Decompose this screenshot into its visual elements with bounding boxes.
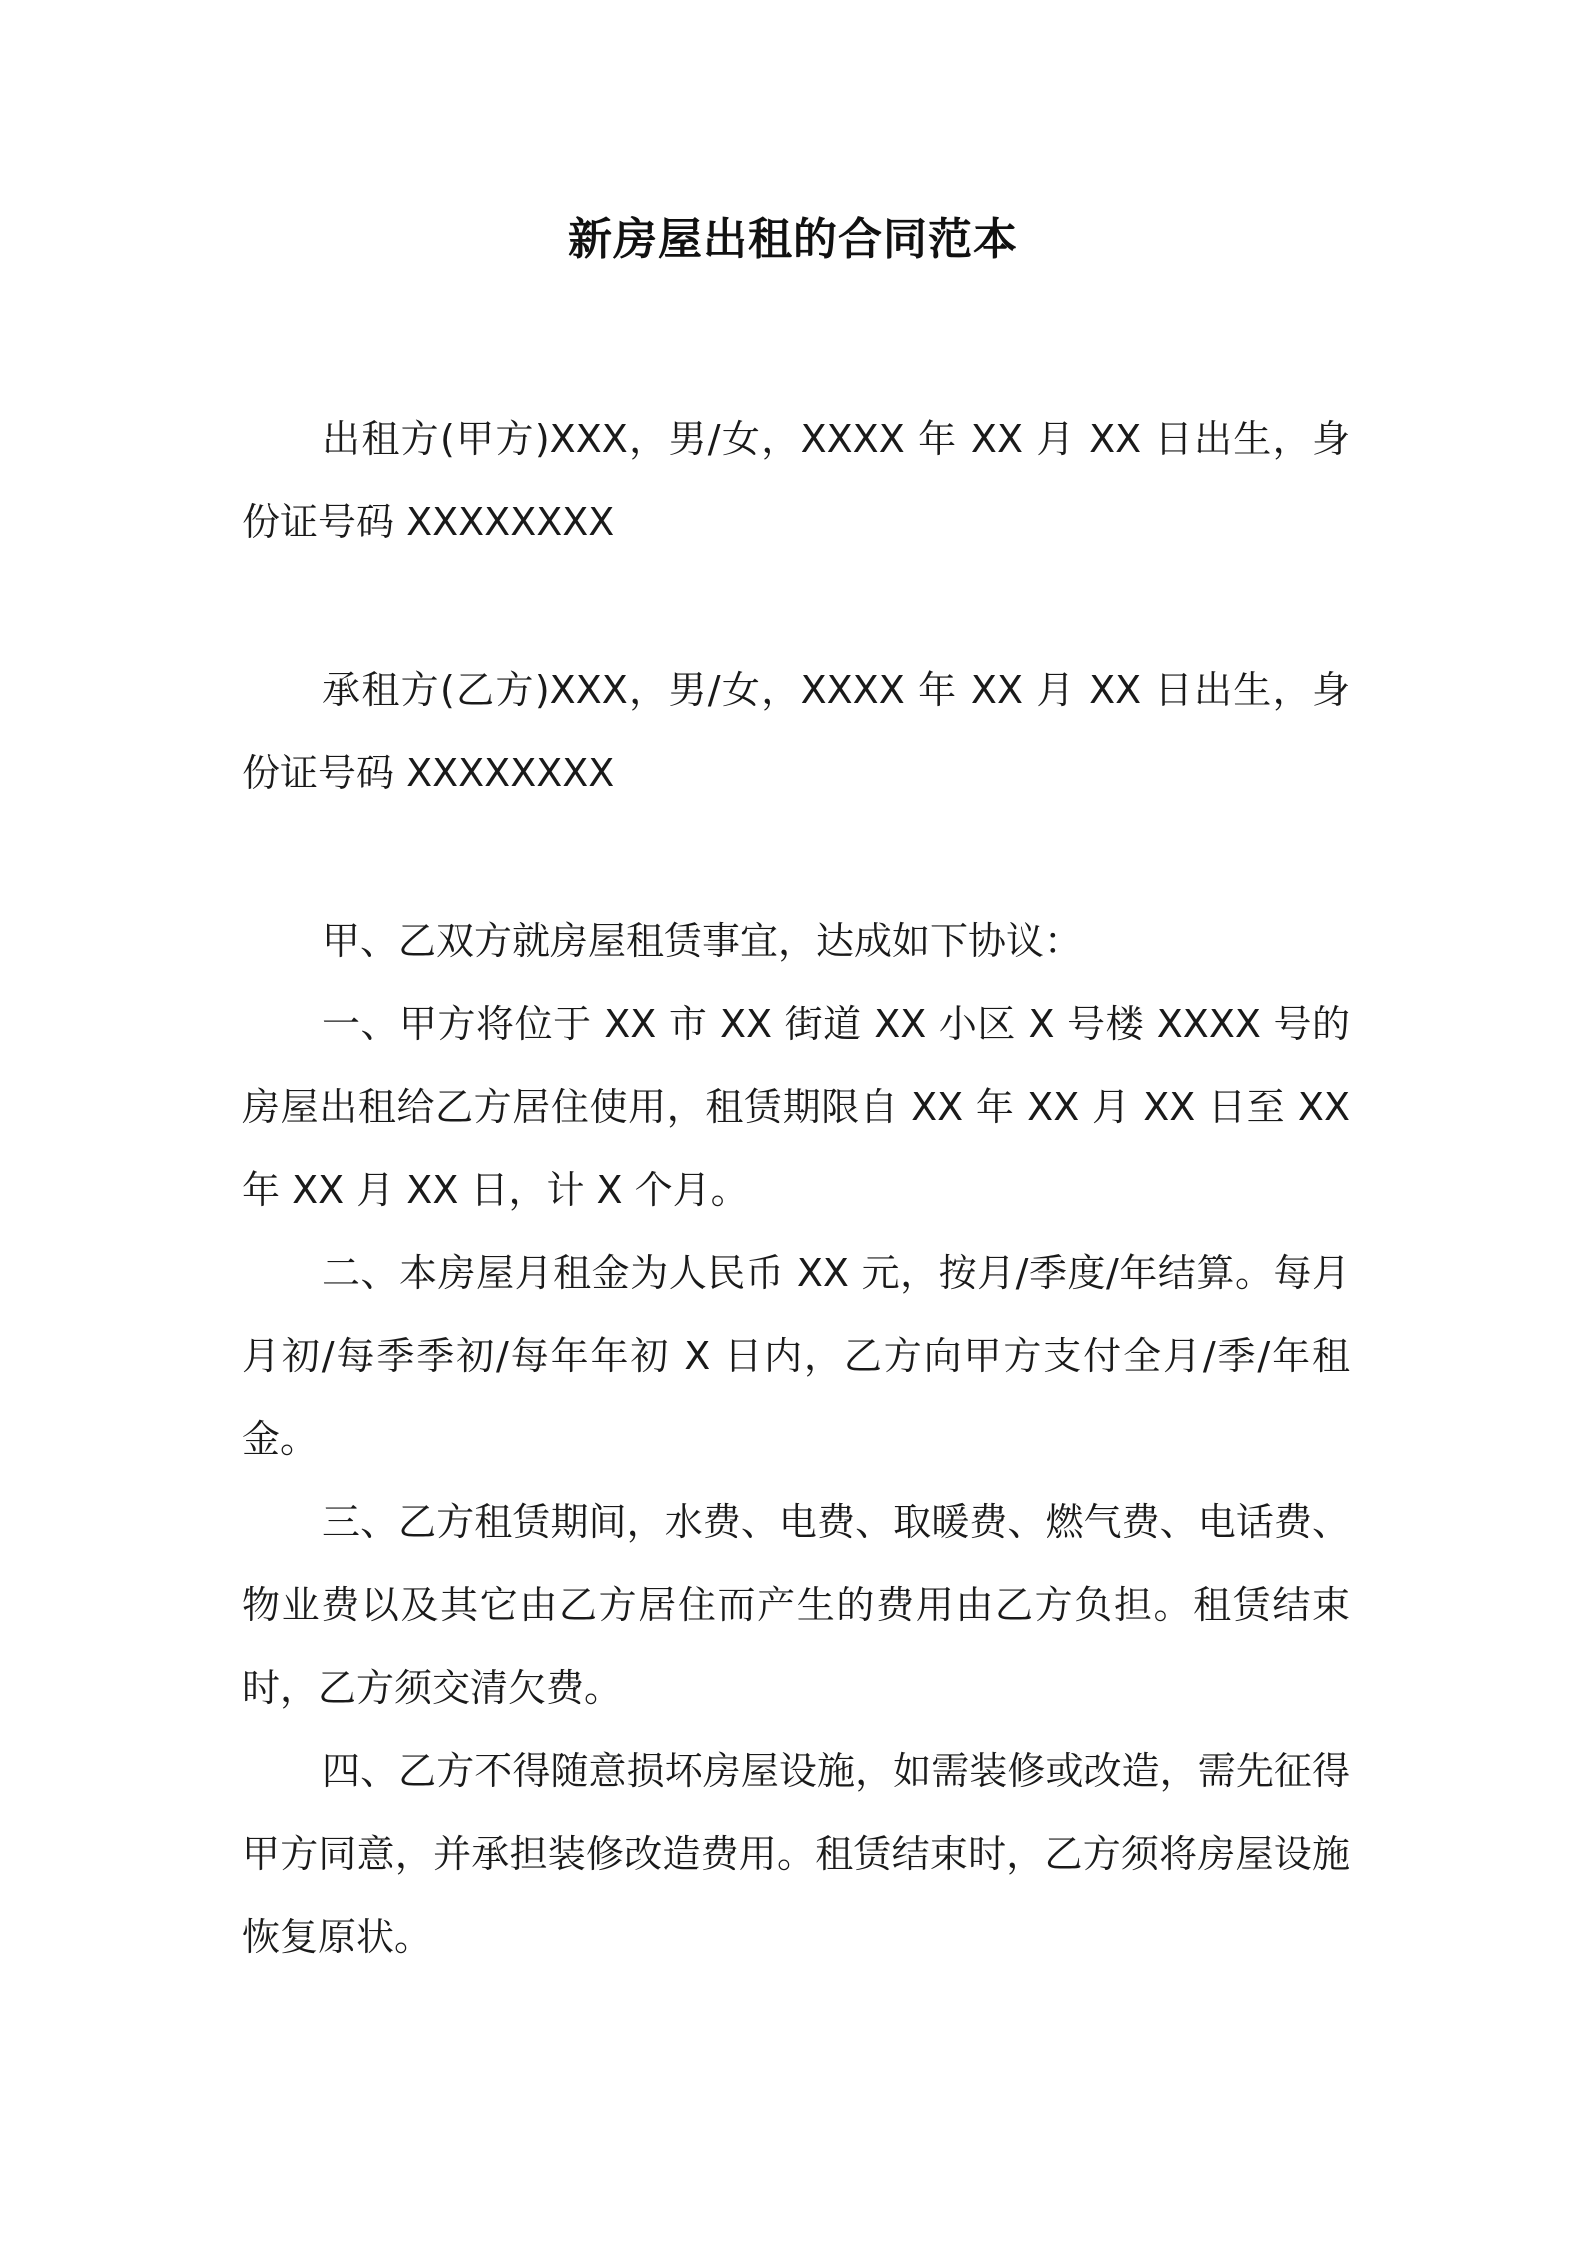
- lessee-paragraph: 承租方(乙方)XXX，男/女，XXXX 年 XX 月 XX 日出生，身份证号码 XXXXXXXX: [242, 668, 1350, 795]
- clause-4-paragraph: 四、乙方不得随意损坏房屋设施，如需装修或改造，需先征得甲方同意，并承担装修改造费用。租赁结束时，乙方须将房屋设施恢复原状。: [242, 1749, 1350, 1959]
- clause-1-paragraph: 一、甲方将位于 XX 市 XX 街道 XX 小区 X 号楼 XXXX 号的房屋出租给乙方居住使用，租赁期限自 XX 年 XX 月 XX 日至 XX 年 XX 月 XX 日，计 X 个月。: [242, 1002, 1350, 1212]
- agreement-intro-paragraph: 甲、乙双方就房屋租赁事宜，达成如下协议：: [322, 919, 1083, 963]
- document-title: 新房屋出租的合同范本: [568, 214, 1018, 265]
- clause-2-paragraph: 二、本房屋月租金为人民币 XX 元，按月/季度/年结算。每月月初/每季季初/每年年初 X 日内，乙方向甲方支付全月/季/年租金。: [242, 1251, 1350, 1461]
- clause-3-paragraph: 三、乙方租赁期间，水费、电费、取暖费、燃气费、电话费、物业费以及其它由乙方居住而产生的费用由乙方负担。租赁结束时，乙方须交清欠费。: [242, 1500, 1350, 1710]
- lessor-paragraph: 出租方(甲方)XXX，男/女，XXXX 年 XX 月 XX 日出生，身份证号码 XXXXXXXX: [242, 417, 1350, 544]
